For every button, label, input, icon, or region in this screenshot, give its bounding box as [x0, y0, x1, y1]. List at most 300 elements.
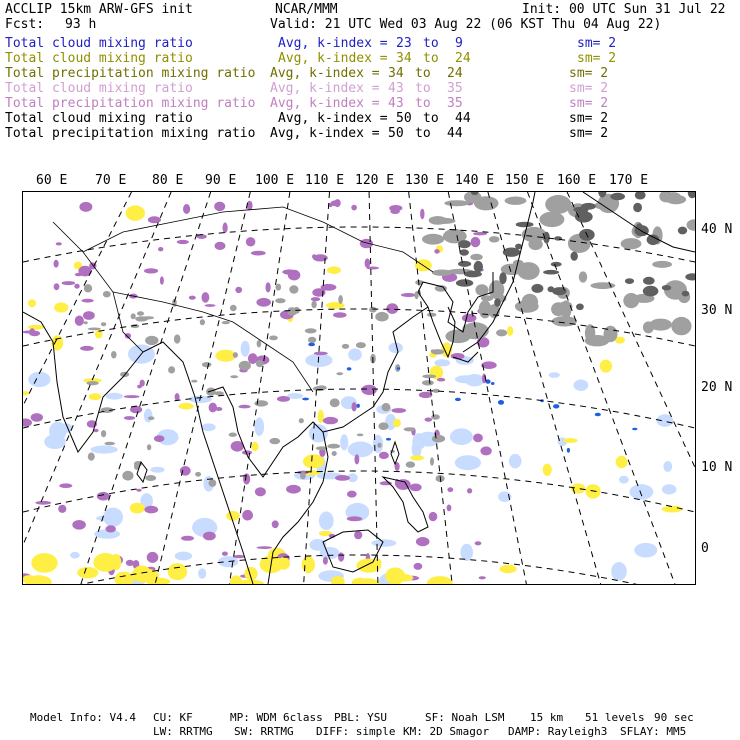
lon-label: 130 E — [405, 173, 445, 188]
cloud-shading-blue — [553, 404, 559, 408]
cloud-shading-light — [175, 552, 192, 561]
cloud-shading-gray — [539, 212, 564, 227]
cloud-shading-gray — [191, 380, 197, 383]
cloud-shading-gray — [430, 457, 434, 466]
precip-shading-purple — [266, 282, 271, 292]
cloud-shading-gray — [200, 319, 205, 325]
cloud-shading-light — [634, 543, 657, 558]
precip-shading-purple — [251, 251, 266, 256]
cloud-shading-gray — [406, 461, 415, 467]
cloud-shading-gray — [174, 334, 181, 343]
field-name: Total cloud mixing ratio — [5, 111, 193, 126]
precip-shading-purple — [56, 242, 62, 245]
precip-shading-purple — [425, 418, 433, 422]
cloud-shading-yellow — [111, 554, 121, 570]
coastlines — [23, 192, 695, 584]
cloud-shading-yellow — [662, 506, 683, 513]
cloud-shading-gray — [103, 291, 111, 297]
cloud-shading-yellow — [410, 455, 424, 460]
field-avg: Avg, k-index = — [278, 51, 388, 66]
cloud-shading-gray — [431, 414, 440, 419]
cloud-shading-gray — [336, 372, 343, 375]
cloud-shading-gray — [111, 351, 117, 358]
cloud-shading-light — [319, 512, 334, 531]
cloud-shading-blue — [567, 448, 570, 453]
footer-sw: SW: RRTMG — [234, 725, 294, 738]
cloud-shading-gray — [481, 295, 493, 301]
cloud-shading-yellow — [226, 511, 239, 521]
cloud-shading-light — [201, 423, 215, 431]
model-title: ACCLIP 15km ARW-GFS init — [5, 2, 193, 17]
cloud-shading-blue — [347, 367, 352, 370]
footer-levels: 51 levels — [585, 711, 645, 724]
cloud-shading-yellow — [302, 556, 315, 573]
precip-shading-purple — [420, 209, 424, 220]
cloud-shading-gray — [522, 294, 539, 311]
cloud-shading-gray — [256, 360, 264, 367]
cloud-shading-gray — [202, 362, 212, 367]
precip-shading-purple — [97, 492, 110, 501]
cloud-shading-yellow — [215, 350, 235, 362]
precip-shading-purple — [416, 537, 430, 546]
cloud-shading-light — [619, 476, 629, 484]
cloud-shading-light — [460, 544, 473, 561]
cloud-shading-dark — [499, 272, 506, 284]
cloud-shading-yellow — [393, 419, 401, 428]
lon-label: 140 E — [455, 173, 495, 188]
cloud-shading-gray — [308, 337, 316, 343]
longitude-line — [527, 192, 674, 584]
longitude-line — [409, 192, 452, 584]
precip-shading-purple — [214, 202, 225, 212]
latitude-line — [23, 227, 695, 262]
lon-label: 120 E — [355, 173, 395, 188]
cloud-shading-gray — [422, 380, 434, 385]
lon-label: 70 E — [95, 173, 127, 188]
cloud-shading-gray — [356, 342, 366, 348]
lon-label: 60 E — [36, 173, 68, 188]
cloud-shading-yellow — [179, 403, 194, 410]
cloud-shading-light — [305, 354, 332, 367]
precip-shading-purple — [467, 488, 472, 493]
lat-label: 40 N — [701, 222, 733, 237]
lon-label: 80 E — [152, 173, 184, 188]
cloud-shading-gray — [496, 329, 507, 336]
cloud-shading-blue — [455, 398, 461, 401]
cloud-shading-dark — [635, 192, 646, 200]
cloud-shading-yellow — [28, 299, 36, 307]
precip-shading-purple — [144, 268, 158, 273]
field-sm: sm= 2 — [569, 111, 609, 126]
field-sm: sm= 2 — [569, 66, 609, 81]
cloud-shading-dark — [474, 261, 483, 273]
cloud-shading-dark — [682, 291, 690, 297]
cloud-shading-light — [103, 508, 123, 527]
cloud-shading-light — [455, 455, 481, 470]
cloud-shading-light — [106, 393, 123, 400]
cloud-shading-gray — [229, 433, 237, 437]
cloud-shading-gray — [148, 416, 155, 420]
cloud-shading-gray — [327, 444, 340, 449]
precip-shading-purple — [286, 485, 301, 494]
cloud-shading-dark — [662, 285, 671, 290]
precip-shading-purple — [177, 240, 189, 244]
precip-shading-purple — [333, 312, 347, 318]
precip-shading-purple — [419, 392, 433, 398]
field-name: Total precipitation mixing ratio — [5, 126, 256, 141]
field-avg: Avg, k-index = — [278, 111, 388, 126]
cloud-shading-light — [630, 484, 654, 500]
lat-label: 20 N — [701, 380, 733, 395]
precip-shading-purple — [462, 314, 477, 322]
precip-shading-purple — [79, 202, 92, 212]
cloud-shading-light — [662, 484, 677, 494]
precip-shading-purple — [54, 283, 60, 290]
cloud-shading-light — [455, 375, 477, 383]
cloud-shading-gray — [489, 236, 500, 242]
cloud-shading-dark — [516, 222, 534, 228]
cloud-shading-blue — [498, 400, 504, 405]
fcst-label: Fcst: — [5, 17, 45, 32]
field-k2: 44 — [455, 111, 471, 126]
precip-shading-purple — [75, 316, 84, 326]
precip-shading-purple — [215, 242, 226, 250]
cloud-shading-blue — [595, 413, 601, 417]
cloud-shading-gray — [275, 298, 285, 303]
latitude-line — [23, 389, 695, 428]
lon-label: 150 E — [505, 173, 545, 188]
cloud-shading-gray — [444, 200, 469, 206]
precip-shading-purple — [203, 532, 216, 541]
field-avg: Avg, k-index = — [278, 36, 388, 51]
cloud-shading-dark — [610, 193, 625, 201]
precip-shading-purple — [222, 552, 228, 556]
precip-shading-purple — [23, 419, 32, 427]
cloud-shading-yellow — [251, 442, 258, 451]
cloud-shading-gray — [470, 254, 482, 261]
precip-shading-purple — [202, 292, 210, 303]
cloud-shading-dark — [643, 286, 659, 297]
cloud-shading-gray — [432, 435, 445, 443]
cloud-shading-gray — [145, 475, 156, 481]
cloud-shading-gray — [342, 344, 349, 349]
cloud-shading-light — [198, 568, 206, 579]
precip-shading-purple — [365, 258, 371, 268]
precip-shading-purple — [475, 541, 482, 545]
cloud-shading-gray — [445, 330, 470, 344]
precip-shading-purple — [205, 304, 216, 307]
cloud-shading-gray — [214, 391, 224, 395]
cloud-shading-gray — [579, 271, 587, 282]
precip-shading-purple — [247, 201, 253, 211]
precip-shading-purple — [288, 270, 301, 281]
field-sm: sm= 2 — [569, 81, 609, 96]
cloud-shading-light — [348, 442, 374, 458]
cloud-shading-gray — [311, 301, 316, 309]
precip-shading-purple — [136, 489, 141, 492]
precip-shading-purple — [379, 452, 389, 459]
cloud-shading-gray — [643, 321, 654, 333]
cloud-shading-dark — [636, 223, 642, 230]
precip-shading-purple — [255, 487, 266, 496]
precip-shading-purple — [471, 237, 481, 247]
precip-shading-purple — [352, 402, 357, 411]
precip-shading-purple — [238, 405, 250, 409]
cloud-shading-gray — [378, 422, 388, 430]
cloud-shading-gray — [505, 197, 527, 205]
precip-shading-purple — [106, 525, 116, 532]
cloud-shading-yellow — [543, 464, 552, 476]
cloud-shading-gray — [239, 361, 251, 371]
cloud-shading-gray — [382, 403, 391, 411]
precip-shading-purple — [401, 293, 416, 297]
footer-km: KM: 2D Smagor — [403, 725, 490, 738]
field-k2: 35 — [447, 96, 463, 111]
precip-shading-purple — [144, 506, 158, 514]
precip-shading-purple — [233, 555, 245, 558]
cloud-shading-gray — [87, 381, 99, 385]
cloud-shading-gray — [255, 400, 269, 406]
cloud-shading-blue — [491, 382, 495, 385]
field-k2: 24 — [455, 51, 471, 66]
cloud-shading-gray — [137, 311, 144, 315]
cloud-shading-dark — [625, 278, 634, 284]
cloud-shading-blue — [632, 428, 637, 430]
cloud-shading-yellow — [392, 574, 413, 582]
cloud-shading-yellow — [115, 572, 134, 584]
field-sm: sm= 2 — [569, 96, 609, 111]
cloud-shading-light — [450, 428, 473, 445]
cloud-shading-gray — [168, 366, 175, 373]
cloud-shading-dark — [458, 240, 471, 248]
precip-shading-purple — [392, 408, 407, 413]
cloud-shading-light — [663, 461, 672, 472]
field-avg: Avg, k-index = — [270, 66, 380, 81]
lon-label: 170 E — [609, 173, 649, 188]
cloud-shading-dark — [576, 304, 584, 311]
precip-shading-purple — [124, 395, 140, 398]
footer-pbl: PBL: YSU — [334, 711, 387, 724]
cloud-shading-dark — [551, 262, 562, 267]
cloud-shading-gray — [209, 479, 217, 487]
lon-label: 100 E — [255, 173, 295, 188]
precip-shading-purple — [447, 487, 453, 492]
cloud-shading-gray — [269, 336, 278, 341]
cloud-shading-gray — [88, 328, 101, 331]
precip-shading-purple — [360, 239, 373, 248]
field-k2: 44 — [447, 126, 463, 141]
cloud-shading-gray — [101, 430, 106, 437]
precip-shading-purple — [410, 484, 422, 492]
precip-shading-purple — [335, 475, 350, 481]
precip-shading-purple — [272, 520, 279, 528]
field-k1: 50 — [388, 126, 404, 141]
cloud-shading-dark — [633, 203, 642, 212]
cloud-shading-gray — [522, 227, 547, 242]
cloud-shading-light — [509, 454, 522, 468]
cloud-shading-yellow — [130, 503, 145, 514]
precip-shading-purple — [355, 454, 360, 464]
precip-shading-purple — [209, 403, 217, 413]
cloud-shading-dark — [494, 298, 501, 306]
cloud-shading-light — [241, 341, 250, 357]
precip-shading-purple — [473, 434, 483, 443]
field-to: to — [423, 51, 439, 66]
lat-label: 30 N — [701, 303, 733, 318]
field-k1: 43 — [388, 96, 404, 111]
precip-shading-purple — [389, 205, 402, 211]
cloud-shading-light — [348, 348, 362, 360]
field-k2: 35 — [447, 81, 463, 96]
footer-resolution: 15 km — [530, 711, 564, 724]
cloud-shading-gray — [300, 472, 306, 479]
cloud-shading-light — [434, 359, 450, 366]
precip-shading-purple — [338, 552, 344, 561]
cloud-shading-dark — [548, 286, 555, 292]
valid-time: Valid: 21 UTC Wed 03 Aug 22 (06 KST Thu 04 Aug 22) — [270, 17, 662, 32]
cloud-shading-gray — [332, 451, 337, 456]
field-sm: sm= 2 — [577, 36, 617, 51]
precip-shading-purple — [331, 200, 341, 206]
longitude-line — [23, 192, 171, 584]
precip-shading-purple — [160, 276, 164, 285]
field-to: to — [415, 81, 431, 96]
field-avg: Avg, k-index = — [270, 96, 380, 111]
precip-shading-purple — [58, 505, 66, 513]
cloud-shading-gray — [429, 216, 447, 225]
cloud-shading-light — [574, 380, 589, 391]
cloud-shading-dark — [531, 284, 543, 293]
cloud-shading-gray — [305, 328, 317, 333]
fcst-value: 93 h — [65, 17, 97, 32]
field-sm: sm= 2 — [569, 126, 609, 141]
cloud-shading-light — [150, 467, 164, 473]
cloud-shading-yellow — [54, 302, 68, 312]
cloud-shading-dark — [643, 277, 655, 285]
cloud-shading-dark — [543, 270, 559, 275]
cloud-shading-gray — [230, 375, 238, 378]
lon-label: 160 E — [557, 173, 597, 188]
cloud-shading-gray — [289, 285, 298, 293]
cloud-shading-yellow — [31, 553, 57, 573]
precip-shading-purple — [314, 352, 328, 356]
lat-label: 0 — [701, 541, 709, 556]
cloud-shading-gray — [84, 284, 92, 292]
precip-shading-purple — [148, 216, 161, 223]
field-sm: sm= 2 — [577, 51, 617, 66]
cloud-shading-gray — [104, 442, 115, 446]
footer-diff: DIFF: simple — [316, 725, 396, 738]
cloud-shading-yellow — [616, 456, 628, 468]
cloud-shading-yellow — [327, 266, 341, 274]
cloud-shading-gray — [591, 282, 616, 289]
cloud-shading-gray — [288, 307, 296, 312]
cloud-shading-gray — [652, 261, 672, 268]
precip-shading-purple — [312, 254, 316, 259]
cloud-shading-dark — [688, 192, 695, 198]
precip-shading-purple — [83, 311, 95, 320]
precip-shading-purple — [351, 205, 357, 211]
field-to: to — [415, 96, 431, 111]
lat-lon-grid — [23, 192, 695, 584]
cloud-shading-dark — [456, 279, 473, 287]
cloud-shading-dark — [678, 227, 687, 235]
field-to: to — [415, 126, 431, 141]
cloud-shading-gray — [299, 418, 304, 423]
precip-shading-purple — [256, 298, 271, 307]
cloud-shading-blue — [397, 367, 400, 369]
cloud-shading-gray — [270, 438, 281, 444]
precip-shading-purple — [257, 546, 273, 549]
precip-shading-purple — [311, 297, 320, 301]
precip-shading-purple — [354, 531, 362, 539]
precip-shading-purple — [137, 385, 142, 389]
precip-shading-purple — [386, 303, 398, 314]
cloud-shading-gray — [375, 312, 388, 322]
lon-label: 110 E — [305, 173, 345, 188]
precip-shading-purple — [189, 296, 196, 300]
cloud-shading-light — [144, 409, 153, 423]
precip-shading-purple — [235, 287, 242, 293]
cloud-shading-dark — [647, 235, 660, 246]
footer-damp: DAMP: Rayleigh3 — [508, 725, 608, 738]
precip-shading-purple — [473, 232, 487, 235]
cloud-shading-yellow — [89, 393, 102, 400]
cloud-shading-blue — [357, 404, 360, 408]
precip-shading-purple — [125, 333, 131, 339]
precip-shading-purple — [181, 536, 194, 541]
cloud-shading-yellow — [600, 360, 612, 373]
cloud-shading-gray — [369, 307, 377, 313]
precip-shading-purple — [80, 346, 94, 351]
precip-shading-purple — [35, 501, 51, 505]
field-to: to — [423, 36, 439, 51]
field-k1: 23 — [396, 36, 412, 51]
cloud-shading-dark — [575, 211, 593, 222]
cloud-shading-gray — [671, 317, 691, 335]
coastline-taiwan — [391, 442, 399, 464]
cloud-shading-gray — [83, 321, 87, 324]
cloud-shading-gray — [357, 434, 364, 437]
precip-shading-purple — [242, 510, 253, 521]
field-k1: 50 — [396, 111, 412, 126]
cloud-shading-gray — [330, 398, 340, 407]
precip-shading-purple — [429, 512, 438, 521]
cloud-shading-yellow — [168, 563, 188, 580]
precip-shading-purple — [248, 353, 258, 364]
cloud-shading-gray — [145, 336, 158, 345]
cloud-shading-gray — [222, 321, 230, 324]
cloud-shading-gray — [545, 195, 571, 214]
cloud-shading-yellow — [507, 326, 513, 336]
field-name: Total cloud mixing ratio — [5, 81, 193, 96]
cloud-shading-yellow — [303, 454, 324, 468]
cloud-shading-yellow — [77, 567, 98, 578]
cloud-shading-yellow — [427, 576, 453, 584]
cloud-shading-gray — [338, 295, 343, 304]
precip-shading-purple — [54, 260, 59, 268]
field-name: Total precipitation mixing ratio — [5, 66, 256, 81]
precip-shading-purple — [158, 247, 163, 251]
cloud-shading-dark — [503, 248, 520, 257]
cloud-shading-gray — [621, 238, 642, 249]
field-name: Total cloud mixing ratio — [5, 51, 193, 66]
map-canvas — [23, 192, 695, 584]
longitude-line — [81, 192, 211, 584]
cloud-shading-gray — [230, 305, 237, 311]
cloud-shading-light — [70, 552, 80, 559]
field-to: to — [423, 111, 439, 126]
